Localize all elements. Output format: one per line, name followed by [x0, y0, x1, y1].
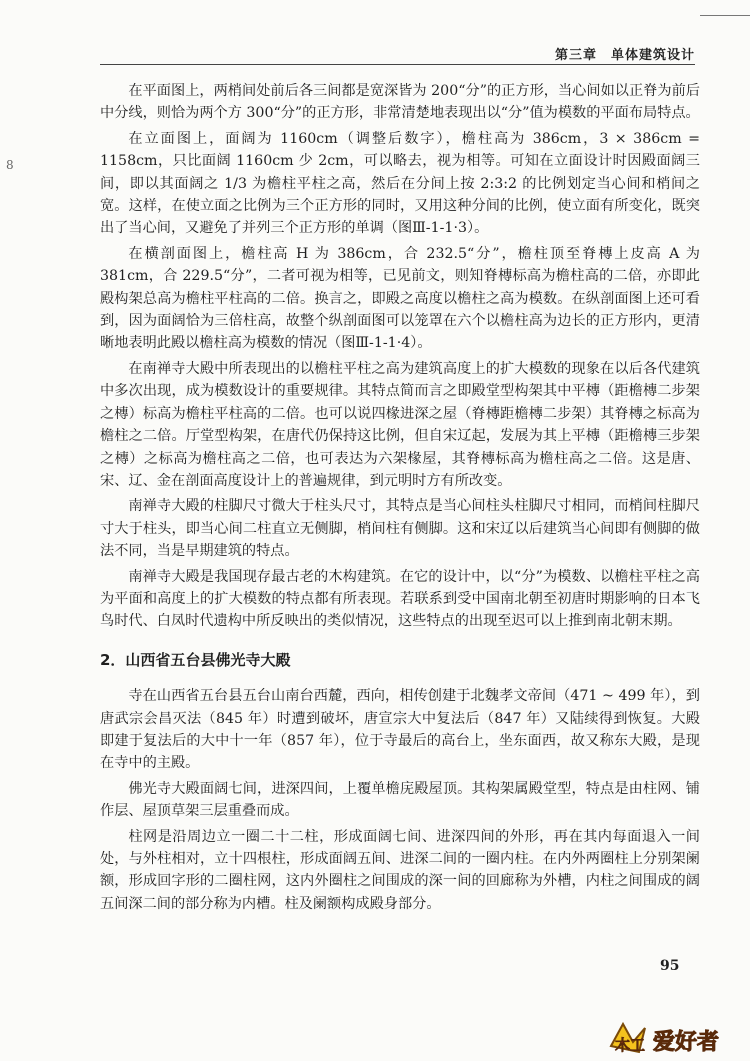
- corner-rule: [700, 15, 750, 16]
- paragraph: 寺在山西省五台县五台山南台西麓，西向，相传创建于北魏孝文帝间（471 ~ 499 年），到唐武宗会昌灭法（845 年）时遭到破坏，唐宣宗大中复法后（847 年）又陆续得到恢复。大殿即建于复法后的大中十一年（857 年），位于寺最后的高台上，坐东面西，故又称东大殿，是现在寺中的主殿。: [100, 688, 700, 772]
- paragraph: 柱网是沿周边立一圈二十二柱，形成面阔七间、进深四间的外形，再在其内每面退入一间处，与外柱相对，立十四根柱，形成面阔五间、进深二间的一圈内柱。在内外两圈柱上分别架阑额，形成回字形的二圈柱网，这内外圈柱之间围成的深一间的回廊称为外槽，内柱之间围成的阔五间深二间的部分称为内槽。柱及阑额构成殿身部分。: [100, 828, 700, 912]
- running-header: [100, 42, 695, 65]
- paragraph: 南禅寺大殿是我国现存最古老的木构建筑。在它的设计中，以“分”为模数、以檐柱平柱之高为平面和高度上的扩大模数的特点都有所表现。若联系到受中国南北朝至初唐时期影响的日本飞鸟时代、白凤时代遗构中所反映出的类似情况，这些特点的出现至迟可以上推到南北朝末期。: [100, 568, 700, 630]
- page-number: 95: [660, 958, 680, 974]
- paragraph: 在平面图上，两梢间处前后各三间都是宽深皆为 200“分”的正方形，当心间如以正脊为前后中分线，则恰为两个方 300“分”的正方形，非常清楚地表现出以“分”值为模数的平面布局特点。: [100, 83, 700, 122]
- margin-mark: 8: [6, 158, 14, 172]
- chapter-title: 第三章 单体建筑设计: [554, 48, 695, 63]
- paragraph: 南禅寺大殿的柱脚尺寸微大于柱头尺寸，其特点是当心间柱头柱脚尺寸相同，而梢间柱脚尺寸大于柱头，即当心间二柱直立无侧脚，梢间柱有侧脚。这和宋辽以后建筑当心间即有侧脚的做法不同，当是早期建筑的特点。: [100, 498, 700, 560]
- paragraph: 在南禅寺大殿中所表现出的以檐柱平柱之高为建筑高度上的扩大模数的现象在以后各代建筑中多次出现，成为模数设计的重要规律。其特点简而言之即殿堂型构架其中平槫（距檐槫二步架之槫）标高为檐柱平柱高的二倍。也可以说四椽进深之屋（脊槫距檐槫二步架）其脊槫之标高为檐柱之二倍。厅堂型构架，在唐代仍保持这比例，但自宋辽起，发展为其上平槫（距檐槫三步架之槫）之标高为檐柱高之二倍，也可表达为六架椽屋，其脊槫标高为檐柱高之二倍。这是唐、宋、辽、金在剖面高度设计上的普遍规律，到元明时方有所改变。: [100, 360, 700, 489]
- watermark-text-left: 木工: [615, 1036, 646, 1054]
- paragraph: 佛光寺大殿面阔七间，进深四间，上覆单檐庑殿屋顶。其构架属殿堂型，特点是由柱网、铺作层、屋顶草架三层重叠而成。: [100, 780, 700, 820]
- section-heading: 2．山西省五台县佛光寺大殿: [100, 650, 291, 669]
- watermark-logo: [605, 1016, 745, 1058]
- paragraph: 在横剖面图上，檐柱高 H 为 386cm，合 232.5“分”，檐柱顶至脊槫上皮高 A 为 381cm，合 229.5“分”，二者可视为相等，已见前文，则知脊槫标高为檐柱高的二倍，亦即此殿构架总高为檐柱平柱高的二倍。换言之，即殿之高度以檐柱之高为模数。在纵剖面图上还可看到，因为面阔恰为三倍柱高，故整个纵剖面图可以笼罩在六个以檐柱高为边长的正方形内，更清晰地表明此殿以檐柱高为模数的情况（图Ⅲ-1-1·4）。: [100, 245, 700, 352]
- paragraph: 在立面图上，面阔为 1160cm（调整后数字），檐柱高为 386cm，3 × 386cm = 1158cm，只比面阔 1160cm 少 2cm，可以略去，视为相等。可知在立面设计时因殿面阔三间，即以其面阔之 1/3 为檐柱平柱之高，然后在分间上按 2:3:2 的比例划定当心间和梢间之宽。这样，在使立面之比例为三个正方形的同时，又用这种分间的比例，使立面有所变化，既突出了当心间，又避免了并列三个正方形的单调（图Ⅲ-1-1·3）。: [100, 130, 700, 237]
- watermark-text-right: 爱好者: [653, 1030, 720, 1055]
- page-body: [100, 80, 700, 918]
